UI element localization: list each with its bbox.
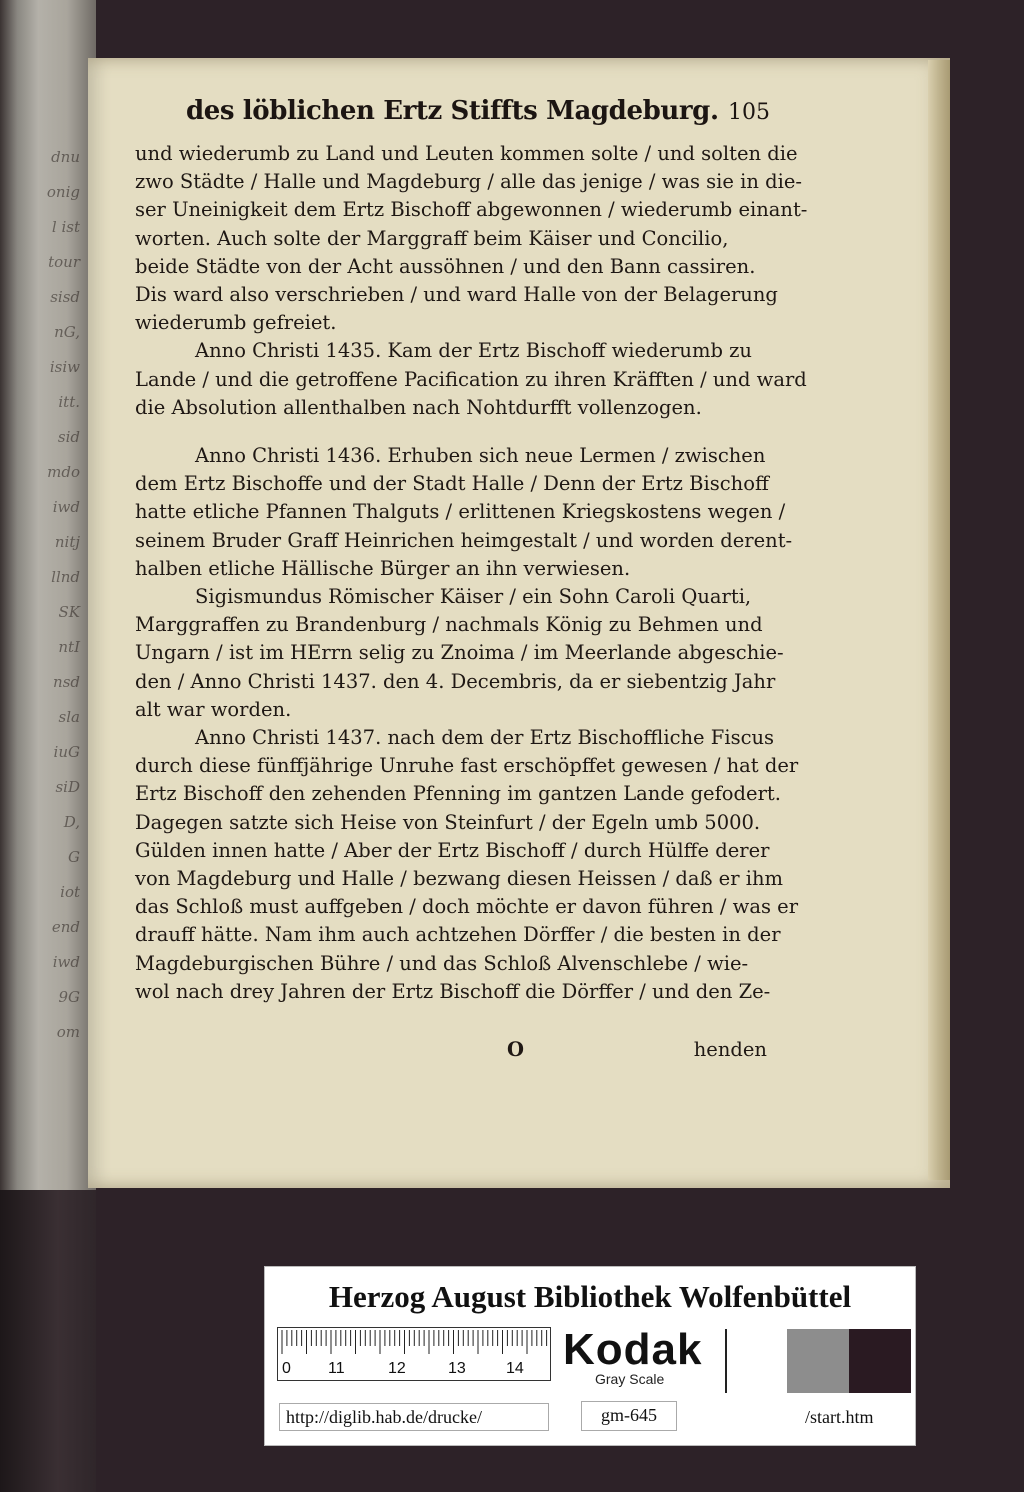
text-line: Lande / und die getroffene Pacification zu ihren Kräfften / und ward xyxy=(135,367,807,391)
left-page-fragment: itt. xyxy=(58,393,80,411)
left-page-fragment: iwd xyxy=(52,498,80,516)
text-line: worten. Auch solte der Marggraff beim Käiser und Concilio, xyxy=(135,226,729,250)
library-label xyxy=(264,1266,916,1446)
left-page-fragment: sla xyxy=(58,708,80,726)
text-line: Sigismundus Römischer Käiser / ein Sohn Caroli Quarti, xyxy=(195,585,752,609)
left-page-fragment: iot xyxy=(60,883,80,901)
left-page-fragment: sid xyxy=(57,428,80,446)
text-line: und wiederumb zu Land und Leuten kommen solte / und solten die xyxy=(135,142,798,165)
text-line: dem Ertz Bischoffe und der Stadt Halle / Denn der Ertz Bischoff xyxy=(135,472,769,496)
page-number: 105 xyxy=(728,100,770,125)
text-line: Anno Christi 1435. Kam der Ertz Bischoff wiederumb zu xyxy=(195,339,752,363)
text-line: wol nach drey Jahren der Ertz Bischoff die Dörffer / und den Ze- xyxy=(135,979,771,1003)
text-line: Ungarn / ist im HErrn selig zu Znoima / im Meerlande abgeschie- xyxy=(135,641,784,665)
text-line: Magdeburgischen Bühre / und das Schloß Alvenschlebe / wie- xyxy=(135,951,749,975)
text-line: drauff hätte. Nam ihm auch achtzehen Dörffer / die besten in der xyxy=(135,923,781,947)
left-page-fragment: isiw xyxy=(49,358,80,376)
ruler-ticks xyxy=(278,1328,550,1356)
running-head: des löblichen Ertz Stiffts Magdeburg. xyxy=(186,96,719,126)
left-page-fragment: nG, xyxy=(54,323,80,341)
text-line: seinem Bruder Graff Heinrichen heimgestalt / und worden derent- xyxy=(135,528,793,552)
ruler-number: 11 xyxy=(328,1360,345,1377)
left-page-fragment: llnd xyxy=(51,568,80,586)
left-page-fragment: G xyxy=(68,848,80,866)
text-line: das Schloß must auffgeben / doch möchte er davon führen / was er xyxy=(135,895,799,919)
left-page-shadow xyxy=(0,1190,96,1492)
text-line: alt war worden. xyxy=(135,697,292,721)
text-line: beide Städte von der Acht aussöhnen / und den Bann cassiren. xyxy=(135,254,756,278)
left-page-fragment: iwd xyxy=(52,953,80,971)
text-line: zwo Städte / Halle und Magdeburg / alle das jenige / was sie in die- xyxy=(135,170,802,194)
left-page-fragment: 9G xyxy=(58,988,80,1006)
left-page-fragment: SK xyxy=(58,603,80,621)
url-box: http://diglib.hab.de/drucke/ xyxy=(279,1403,549,1431)
text-line: Gülden innen hatte / Aber der Ertz Bischoff / durch Hülffe derer xyxy=(135,838,770,862)
gray-swatch xyxy=(725,1329,789,1393)
text-line: hatte etliche Pfannen Thalguts / erlittenen Kriegskostens wegen / xyxy=(135,500,786,524)
ruler-number: 14 xyxy=(506,1360,524,1377)
text-line: von Magdeburg und Halle / bezwang diesen Heissen / daß er ihm xyxy=(135,867,784,891)
left-page-fragment: tour xyxy=(48,253,80,271)
text-line: wiederumb gefreiet. xyxy=(135,311,337,335)
left-page-fragment: dnu xyxy=(51,148,80,166)
text-line: Marggraffen zu Brandenburg / nachmals König zu Behmen und xyxy=(135,613,763,637)
left-page-fragment: onig xyxy=(46,183,80,201)
gray-swatch xyxy=(787,1329,849,1393)
text-line: ser Uneinigkeit dem Ertz Bischoff abgewonnen / wiederumb einant- xyxy=(135,198,808,222)
left-page-fragment: mdo xyxy=(47,463,80,481)
ruler-number: 0 xyxy=(282,1360,291,1377)
start-path: /start.htm xyxy=(805,1407,874,1427)
left-page-fragment: end xyxy=(51,918,80,936)
page-edge xyxy=(928,60,950,1180)
signature-mark: O xyxy=(507,1038,524,1061)
text-line: Ertz Bischoff den zehenden Pfenning im gantzen Lande gefodert. xyxy=(135,782,781,806)
catchword: henden xyxy=(693,1038,767,1061)
text-line: halben etliche Hällische Bürger an ihn verwiesen. xyxy=(135,556,631,580)
left-page-fragment: l ist xyxy=(51,218,80,236)
text-line: die Absolution allenthalben nach Nohtdurfft vollenzogen. xyxy=(135,395,702,419)
left-page-fragment: siD xyxy=(55,778,80,796)
left-page-fragment: D, xyxy=(63,813,80,831)
kodak-logo: Kodak xyxy=(563,1325,703,1374)
gray-swatches xyxy=(725,1329,911,1393)
text-line: Anno Christi 1436. Erhuben sich neue Lermen / zwischen xyxy=(195,444,766,468)
text-line: Anno Christi 1437. nach dem der Ertz Bischoffliche Fiscus xyxy=(195,726,775,750)
left-page-fragment: nsd xyxy=(53,673,80,691)
gray-swatch xyxy=(849,1329,911,1393)
text-line: den / Anno Christi 1437. den 4. Decembris, da er siebentzig Jahr xyxy=(135,669,776,693)
ruler-number: 12 xyxy=(388,1360,406,1377)
text-line: Dis ward also verschrieben / und ward Halle von der Belagerung xyxy=(135,283,778,307)
library-name: Herzog August Bibliothek Wolfenbüttel xyxy=(328,1279,852,1314)
page-body xyxy=(135,140,808,1006)
shelfmark-box: gm-645 xyxy=(581,1401,677,1431)
gray-scale-label: Gray Scale xyxy=(595,1371,665,1387)
left-page-fragment: om xyxy=(56,1023,80,1041)
text-line: Dagegen satzte sich Heise von Steinfurt / der Egeln umb 5000. xyxy=(135,810,761,834)
left-page-fragment: sisd xyxy=(50,288,80,306)
page-footer xyxy=(135,1038,767,1068)
scale-ruler xyxy=(277,1327,551,1381)
ruler-number: 13 xyxy=(448,1360,466,1377)
text-line: durch diese fünffjährige Unruhe fast erschöpffet gewesen / hat der xyxy=(135,754,799,778)
ruler-numbers xyxy=(278,1360,550,1380)
left-page-fragment: iuG xyxy=(53,743,80,761)
left-page-fragment: nitj xyxy=(54,533,80,551)
left-page-fragment: ntI xyxy=(58,638,80,656)
